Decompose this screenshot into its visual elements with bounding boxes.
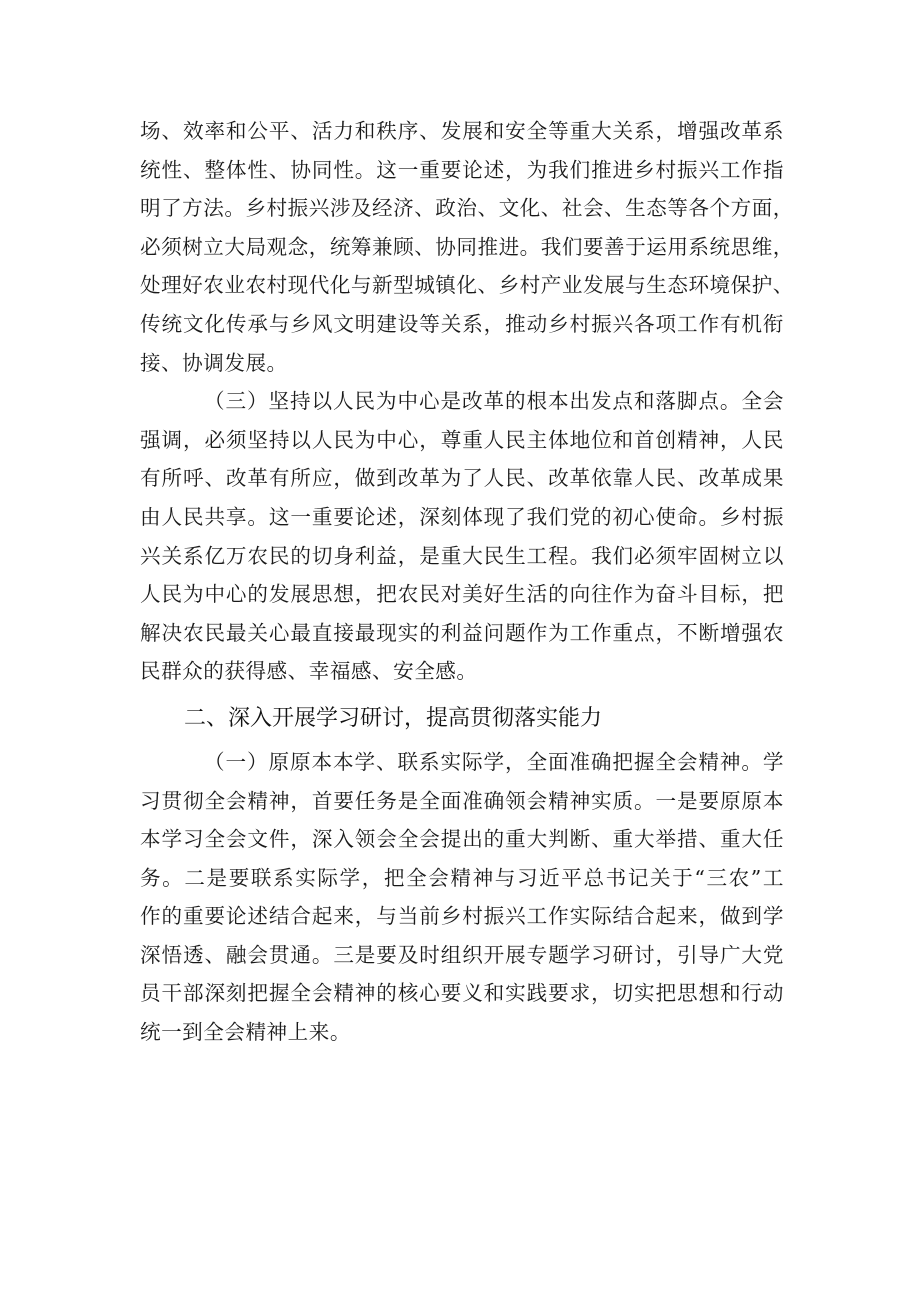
paragraph-line: 解决农民最关心最直接最现实的利益问题作为工作重点，不断增强农 bbox=[140, 620, 784, 645]
paragraph-line: 处理好农业农村现代化与新型城镇化、乡村产业发展与生态环境保护、 bbox=[140, 273, 794, 298]
paragraph-line: 传统文化传承与乡风文明建设等关系，推动乡村振兴各项工作有机衔 bbox=[140, 311, 784, 336]
paragraph-line: 接、协调发展。 bbox=[140, 350, 288, 375]
paragraph-line: 人民为中心的发展思想，把农民对美好生活的向往作为奋斗目标，把 bbox=[140, 582, 784, 607]
paragraph-line: 明了方法。乡村振兴涉及经济、政治、文化、社会、生态等各个方面， bbox=[140, 196, 794, 221]
paragraph-line: 习贯彻全会精神，首要任务是全面准确领会精神实质。一是要原原本 bbox=[140, 788, 784, 813]
paragraph-line: 兴关系亿万农民的切身利益，是重大民生工程。我们必须牢固树立以 bbox=[140, 543, 784, 568]
paragraph-line: 统一到全会精神上来。 bbox=[140, 1020, 351, 1045]
paragraph-line: 务。二是要联系实际学，把全会精神与习近平总书记关于“三农”工 bbox=[140, 865, 784, 890]
paragraph-line: 深悟透、融会贯通。三是要及时组织开展专题学习研讨，引导广大党 bbox=[140, 942, 784, 967]
paragraph-line: 强调，必须坚持以人民为中心，尊重人民主体地位和首创精神，人民 bbox=[140, 427, 784, 452]
paragraph-line: 必须树立大局观念，统筹兼顾、协同推进。我们要善于运用系统思维， bbox=[140, 234, 794, 259]
paragraph-first-line: （一）原原本本学、联系实际学，全面准确把握全会精神。学 bbox=[204, 749, 784, 774]
document-body bbox=[140, 112, 794, 1052]
paragraph-line: 本学习全会文件，深入领会全会提出的重大判断、重大举措、重大任 bbox=[140, 827, 784, 852]
paragraph-line: 场、效率和公平、活力和秩序、发展和安全等重大关系，增强改革系 bbox=[140, 119, 784, 143]
paragraph-line: 有所呼、改革有所应，做到改革为了人民、改革依靠人民、改革成果 bbox=[140, 466, 784, 491]
section-heading: 二、深入开展学习研讨，提高贯彻落实能力 bbox=[184, 705, 603, 731]
paragraph-line: 员干部深刻把握全会精神的核心要义和实践要求，切实把思想和行动 bbox=[140, 981, 784, 1006]
paragraph-line: 统性、整体性、协同性。这一重要论述，为我们推进乡村振兴工作指 bbox=[140, 157, 784, 182]
paragraph-first-line: （三）坚持以人民为中心是改革的根本出发点和落脚点。全会 bbox=[204, 389, 784, 414]
paragraph-line: 民群众的获得感、幸福感、安全感。 bbox=[140, 659, 478, 684]
paragraph-line: 作的重要论述结合起来，与当前乡村振兴工作实际结合起来，做到学 bbox=[140, 904, 784, 929]
paragraph-line: 由人民共享。这一重要论述，深刻体现了我们党的初心使命。乡村振 bbox=[140, 504, 784, 529]
